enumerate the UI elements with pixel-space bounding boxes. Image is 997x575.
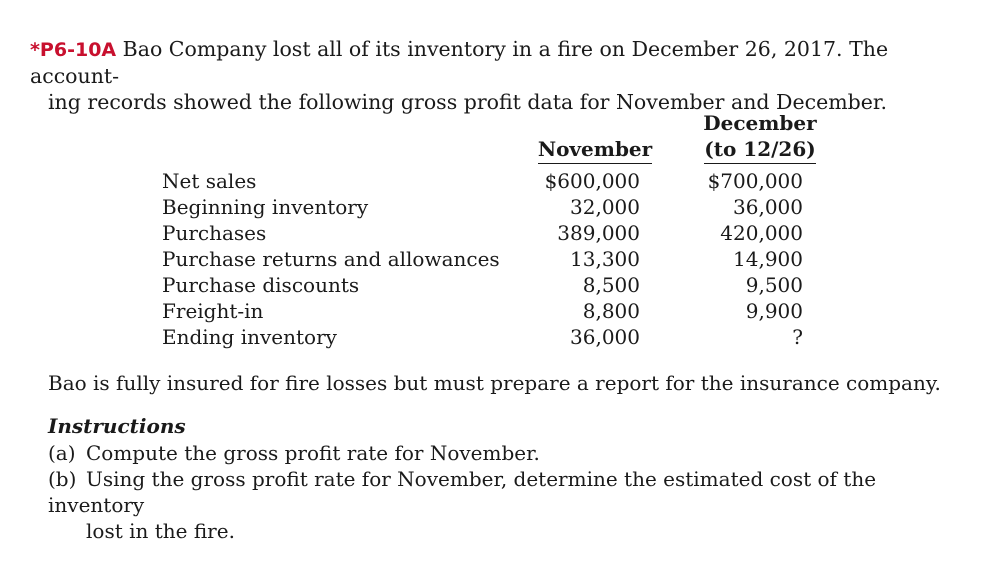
instruction-a-text: Compute the gross profit rate for November.: [86, 441, 540, 465]
row-label-beginning-inventory: Beginning inventory: [162, 195, 369, 219]
problem-text-line1: Bao Company lost all of its inventory in a fire on December 26, 2017. The account-: [30, 37, 889, 88]
instructions-title: Instructions: [48, 414, 186, 438]
row-label-purchase-returns: Purchase returns and allowances: [162, 247, 500, 271]
insurance-note: Bao is fully insured for fire losses but must prepare a report for the insurance company.: [48, 371, 941, 395]
row-label-ending-inventory: Ending inventory: [162, 325, 337, 349]
cell-november-freight-in: 8,800: [582, 299, 640, 323]
problem-number: *P6-10A: [30, 39, 117, 61]
cell-november-purchase-discounts: 8,500: [582, 273, 640, 297]
instruction-a-tag: (a): [48, 441, 76, 465]
instruction-b-text-line1: Using the gross profit rate for November, determine the estimated cost of the inventory: [48, 467, 877, 517]
column-header-december: December (to 12/26): [690, 110, 830, 164]
row-label-freight-in: Freight-in: [162, 299, 264, 323]
row-label-purchase-discounts: Purchase discounts: [162, 273, 360, 297]
cell-november-net-sales: $600,000: [544, 169, 640, 193]
row-label-net-sales: Net sales: [162, 169, 257, 193]
instruction-a: [48, 440, 948, 466]
cell-december-purchases: 420,000: [720, 221, 803, 245]
column-header-november: November: [530, 136, 660, 164]
cell-december-purchase-returns: 14,900: [733, 247, 803, 271]
problem-text-line2: ing records showed the following gross profit data for November and December.: [48, 90, 887, 114]
problem-statement: [30, 36, 960, 115]
cell-december-ending-inventory: ?: [792, 325, 803, 349]
cell-december-beginning-inventory: 36,000: [733, 195, 803, 219]
cell-december-freight-in: 9,900: [745, 299, 803, 323]
cell-november-purchases: 389,000: [557, 221, 640, 245]
cell-december-net-sales: $700,000: [707, 169, 803, 193]
cell-november-purchase-returns: 13,300: [570, 247, 640, 271]
instruction-b-tag: (b): [48, 467, 77, 491]
cell-december-purchase-discounts: 9,500: [745, 273, 803, 297]
row-label-purchases: Purchases: [162, 221, 267, 245]
instruction-b: [48, 466, 948, 544]
cell-november-ending-inventory: 36,000: [570, 325, 640, 349]
instruction-b-text-line2: lost in the fire.: [86, 519, 235, 543]
cell-november-beginning-inventory: 32,000: [570, 195, 640, 219]
